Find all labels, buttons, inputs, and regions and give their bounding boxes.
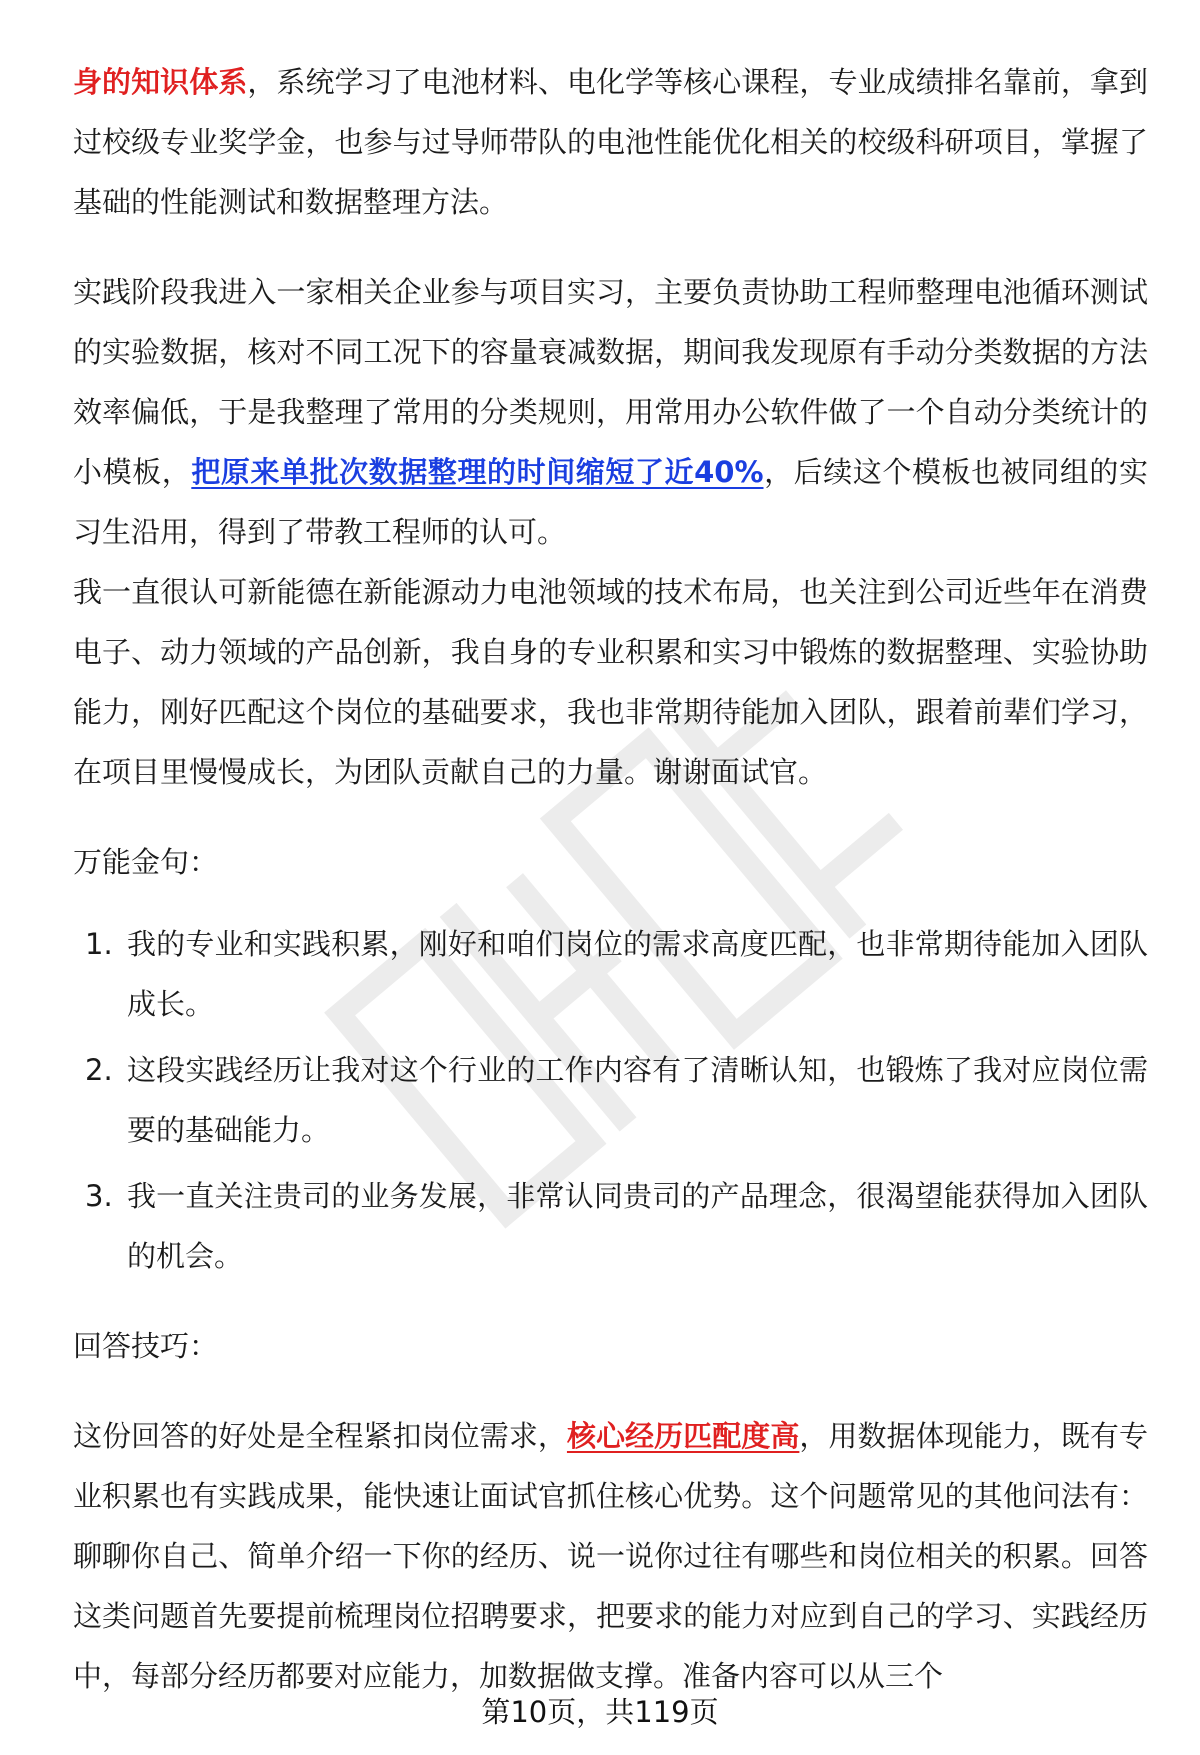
golden-sentences-heading: 万能金句： [73, 845, 219, 879]
list-item-number: 3. [85, 1179, 113, 1213]
list-item-text: 我的专业和实践积累，刚好和咱们岗位的需求高度匹配，也非常期待能加入团队成长。 [127, 927, 1148, 1021]
list-item-number: 2. [85, 1053, 113, 1087]
paragraph-motivation: 我一直很认可新能德在新能源动力电池领域的技术布局，也关注到公司近些年在消费电子、动力领域的产品创新，我自身的专业积累和实习中锻炼的数据整理、实验协助能力，刚好匹配这个岗位的基础要求，我也非常期待能加入团队，跟着前辈们学习，在项目里慢慢成长，为团队贡献自己的力量。谢谢面试官。 [73, 575, 1148, 789]
document-page [73, 52, 1148, 1706]
paragraph-tips-text-after: ，用数据体现能力，既有专业积累也有实践成果，能快速让面试官抓住核心优势。这个问题常见的其他问法有：聊聊你自己、简单介绍一下你的经历、说一说你过往有哪些和岗位相关的积累。回答这类问题首先要提前梳理岗位招聘要求，把要求的能力对应到自己的学习、实践经历中，每部分经历都要对应能力，加数据做支撑。准备内容可以从三个 [73, 1419, 1148, 1693]
list-item [73, 1166, 1148, 1286]
paragraph-internship-text-after: ，后续这个模板也被同组的实习生沿用，得到了带教工程师的认可。 [73, 455, 1148, 549]
page-number-footer: 第10页，共119页 [481, 1695, 719, 1729]
paragraph-internship-text-before: 实践阶段我进入一家相关企业参与项目实习，主要负责协助工程师整理电池循环测试的实验数据，核对不同工况下的容量衰减数据，期间我发现原有手动分类数据的方法效率偏低，于是我整理了常用的分类规则，用常用办公软件做了一个自动分类统计的小模板， [73, 275, 1148, 489]
list-item [73, 1040, 1148, 1160]
highlight-knowledge-system: 身的知识体系 [73, 65, 248, 99]
tips-heading: 回答技巧： [73, 1329, 219, 1363]
highlight-core-match: 核心经历匹配度高 [566, 1419, 800, 1453]
list-item-text: 这段实践经历让我对这个行业的工作内容有了清晰认知，也锻炼了我对应岗位需要的基础能力。 [127, 1053, 1148, 1147]
list-item [73, 914, 1148, 1034]
paragraph-internship [73, 262, 1148, 562]
paragraph-tips [73, 1406, 1148, 1706]
list-item-text: 我一直关注贵司的业务发展，非常认同贵司的产品理念，很渴望能获得加入团队的机会。 [127, 1179, 1148, 1273]
highlight-time-reduction: 把原来单批次数据整理的时间缩短了近40% [191, 455, 764, 489]
paragraph-education [73, 52, 1148, 232]
paragraph-tips-text-before: 这份回答的好处是全程紧扣岗位需求， [73, 1419, 567, 1453]
paragraph-education-text: ，系统学习了电池材料、电化学等核心课程，专业成绩排名靠前，拿到过校级专业奖学金，也参与过导师带队的电池性能优化相关的校级科研项目，掌握了基础的性能测试和数据整理方法。 [73, 65, 1148, 219]
list-item-number: 1. [85, 927, 113, 961]
golden-sentences-list [73, 914, 1148, 1286]
